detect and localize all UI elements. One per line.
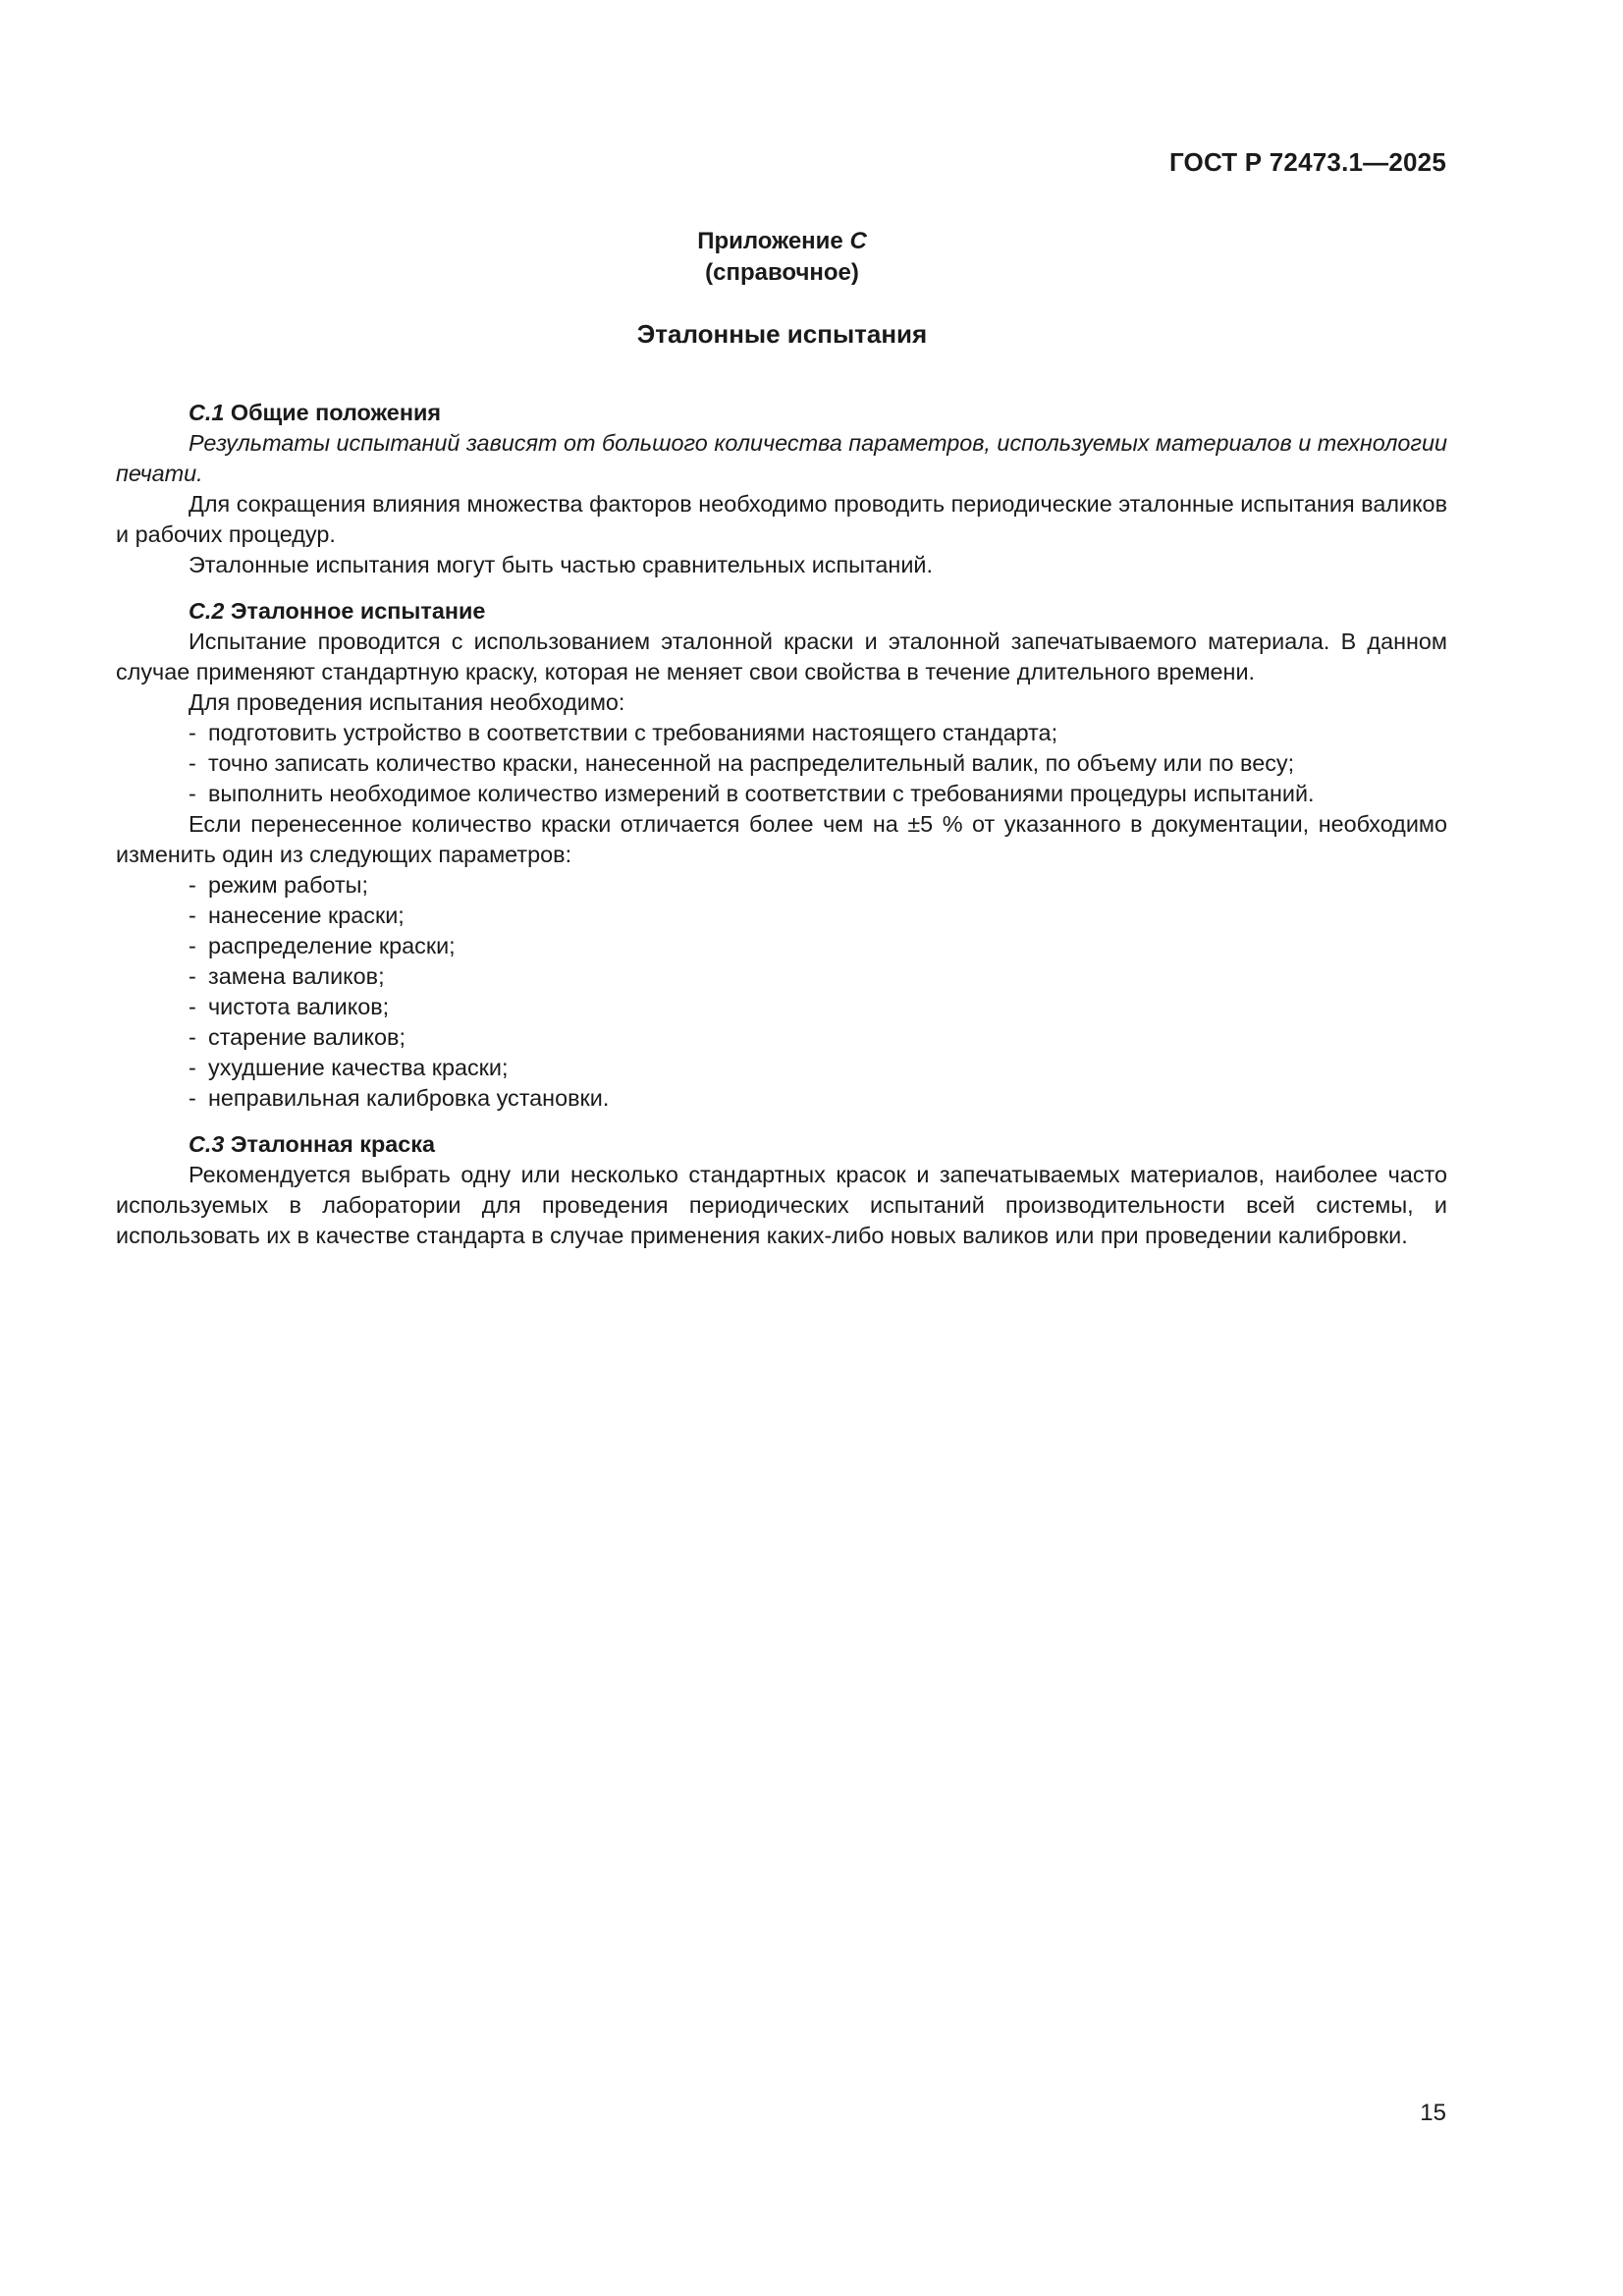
page-number: 15 <box>1420 2100 1446 2126</box>
section-number: C.3 <box>189 1131 225 1157</box>
list-item: - распределение краски; <box>189 933 456 958</box>
list-item: - чистота валиков; <box>189 994 390 1019</box>
list-item: - выполнить необходимое количество измерений в соответствии с требованиями процедуры испытаний. <box>189 781 1315 806</box>
list-item: - нанесение краски; <box>189 902 405 928</box>
list-item: - подготовить устройство в соответствии с требованиями настоящего стандарта; <box>189 720 1058 745</box>
section-title: Общие положения <box>230 400 441 425</box>
document-code: ГОСТ Р 72473.1—2025 <box>1168 147 1446 177</box>
paragraph: Результаты испытаний зависят от большого количества параметров, используемых материалов и технологии печати. <box>116 430 1447 486</box>
paragraph: Испытание проводится с использованием эталонной краски и эталонной запечатываемого материала. В данном случае применяют стандартную краску, которая не меняет свои свойства в течение длительного времени. <box>116 629 1447 684</box>
annex-type: (справочное) <box>705 259 859 286</box>
list-item: - старение валиков; <box>189 1024 406 1050</box>
annex-letter: C <box>849 228 867 254</box>
section-title: Эталонная краска <box>230 1131 435 1157</box>
section-heading-c3 <box>116 1129 1447 1160</box>
annex-title: Эталонные испытания <box>636 319 928 349</box>
paragraph: Рекомендуется выбрать одну или несколько стандартных красок и запечатываемых материалов, наиболее часто используемых в лаборатории для проведения периодических испытаний производительности всей системы, и использовать их в качестве стандарта в случае применения каких-либо новых валиков или при проведении калибровки. <box>116 1162 1447 1248</box>
paragraph: Для проведения испытания необходимо: <box>189 689 625 715</box>
list-item: - неправильная калибровка установки. <box>189 1085 610 1111</box>
annex-label-line <box>0 226 1564 257</box>
section-heading-c1 <box>116 398 1447 428</box>
list-item: - режим работы; <box>189 872 368 898</box>
annex-heading <box>0 226 1564 289</box>
parameters-list <box>116 870 1447 1114</box>
paragraph: Эталонные испытания могут быть частью сравнительных испытаний. <box>189 552 933 577</box>
list-item: - точно записать количество краски, нанесенной на распределительный валик, по объему или по весу; <box>189 750 1295 776</box>
requirements-list <box>116 718 1447 809</box>
document-body <box>116 398 1447 1251</box>
annex-label: Приложение <box>697 228 843 254</box>
section-number: C.2 <box>189 598 225 624</box>
section-title: Эталонное испытание <box>230 598 486 624</box>
paragraph: Если перенесенное количество краски отличается более чем на ±5 % от указанного в документации, необходимо изменить один из следующих параметров: <box>116 811 1447 867</box>
list-item: - ухудшение качества краски; <box>189 1055 509 1080</box>
section-number: C.1 <box>189 400 225 425</box>
section-heading-c2 <box>116 596 1447 627</box>
list-item: - замена валиков; <box>189 963 385 989</box>
paragraph: Для сокращения влияния множества факторов необходимо проводить периодические эталонные испытания валиков и рабочих процедур. <box>116 491 1447 547</box>
